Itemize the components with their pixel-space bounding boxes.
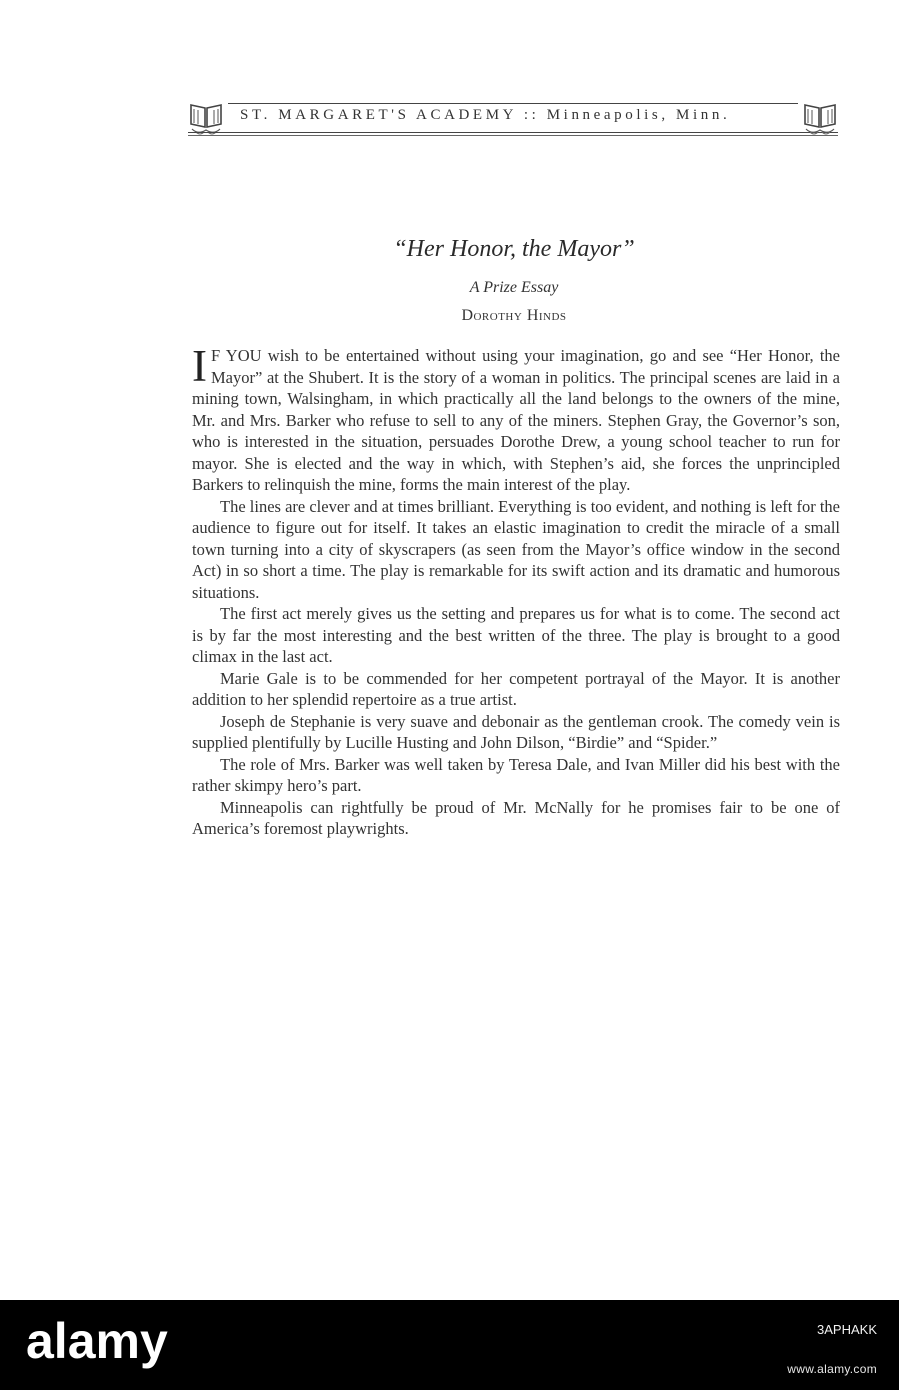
header-bottom-rule [188, 132, 838, 133]
paragraph: Marie Gale is to be commended for her competent portrayal of the Mayor. It is another addition to her splendid repertoire as a true artist. [192, 668, 840, 709]
running-title: ST. MARGARET'S ACADEMY :: Minneapolis, Minn. [240, 107, 731, 123]
paragraph [192, 341, 840, 496]
essay-title: “Her Honor, the Mayor” [393, 236, 635, 262]
essay-subtitle: A Prize Essay [469, 279, 559, 296]
paragraph: The lines are clever and at times brilliant. Everything is too evident, and nothing is left for the audience to figure out for itself. It takes an elastic imagination to credit the miracle of a small town turning into a city of skyscrapers (as seen from the Mayor’s office window in the second Act) in so short a time. The play is remarkable for its swift action and its dramatic and humorous situations. [192, 496, 840, 602]
paragraph: The role of Mrs. Barker was well taken by Teresa Dale, and Ivan Miller did his best with the rather skimpy hero’s part. [192, 754, 840, 795]
alamy-logo-text: alamy [26, 1313, 168, 1369]
paragraph: The first act merely gives us the setting and prepares us for what is to come. The second act is by far the most interesting and the best written of the three. The play is brought to a good climax in the last act. [192, 604, 840, 666]
image-id: 3APHAKK [817, 1322, 877, 1337]
essay-body [192, 341, 840, 840]
alamy-logo [26, 1310, 216, 1370]
paragraph: Joseph de Stephanie is very suave and debonair as the gentleman crook. The comedy vein is supplied plentifully by Lucille Husting and John Dilson, “Birdie” and “Spider.” [192, 711, 840, 752]
essay-author: Dorothy Hinds [461, 307, 567, 324]
open-book-icon [802, 101, 838, 137]
paragraph: Minneapolis can rightfully be proud of Mr. McNally for he promises fair to be one of America’s foremost playwrights. [192, 797, 840, 838]
running-header [188, 101, 838, 141]
header-bottom-rule-2 [188, 135, 838, 136]
site-url: www.alamy.com [787, 1362, 877, 1376]
drop-cap: I [192, 341, 207, 391]
header-top-rule [228, 103, 798, 104]
paragraph-text: F YOU wish to be entertained without using your imagination, go and see “Her Honor, the Mayor” at the Shubert. It is the story of a woman in politics. The principal scenes are laid in a mining town, Walsingham, in which practically all the land belongs to the owners of the mine, Mr. and Mrs. Barker who refuse to sell to any of the miners. Stephen Gray, the Governor’s son, who is interested in the situation, persuades Dorothe Drew, a young school teacher to run for mayor. She is elected and the way in which, with Stephen’s aid, she forces the unprincipled Barkers to relinquish the mine, forms the main interest of the play. [192, 346, 840, 494]
